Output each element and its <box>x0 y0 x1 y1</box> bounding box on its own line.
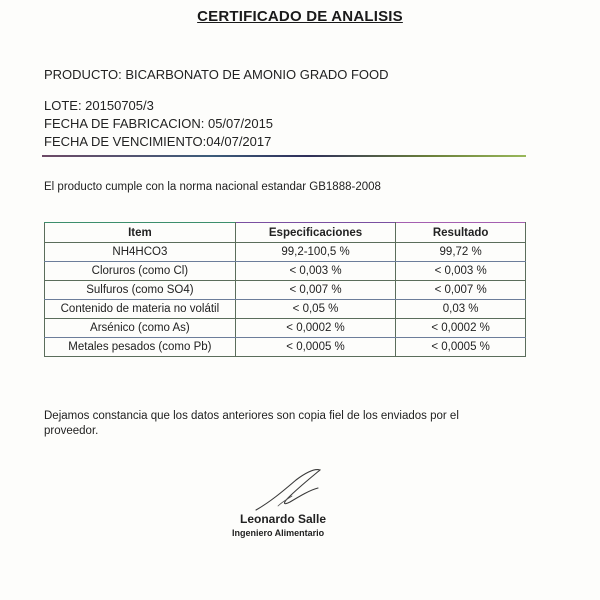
norm-statement: El producto cumple con la norma nacional estandar GB1888-2008 <box>44 181 381 193</box>
section-divider <box>42 155 526 157</box>
table-row <box>45 300 526 319</box>
table-header-row <box>45 223 526 243</box>
cell-spec: < 0,05 % <box>235 300 395 319</box>
header-item: Item <box>45 223 236 243</box>
cell-item: Metales pesados (como Pb) <box>45 338 236 357</box>
lot-line: LOTE: 20150705/3 <box>44 98 154 113</box>
cell-spec: < 0,007 % <box>235 281 395 300</box>
expiry-date-line: FECHA DE VENCIMIENTO:04/07/2017 <box>44 134 272 149</box>
attestation-note: Dejamos constancia que los datos anteriores son copia fiel de los enviados por el proveedor. <box>44 410 459 437</box>
cell-item: Arsénico (como As) <box>45 319 236 338</box>
cell-spec: < 0,003 % <box>235 262 395 281</box>
cell-result: 99,72 % <box>396 243 526 262</box>
cell-spec: < 0,0002 % <box>235 319 395 338</box>
cell-spec: 99,2-100,5 % <box>235 243 395 262</box>
cell-result: < 0,0005 % <box>396 338 526 357</box>
header-result: Resultado <box>396 223 526 243</box>
analysis-table <box>44 222 526 357</box>
signature-scribble-icon <box>248 466 338 514</box>
table-row <box>45 281 526 300</box>
signer-name: Leonardo Salle <box>240 512 327 526</box>
product-line: PRODUCTO: BICARBONATO DE AMONIO GRADO FOOD <box>44 67 389 82</box>
cell-spec: < 0,0005 % <box>235 338 395 357</box>
header-specifications: Especificaciones <box>235 223 395 243</box>
cell-item: Contenido de materia no volátil <box>45 300 236 319</box>
cell-item: Sulfuros (como SO4) <box>45 281 236 300</box>
cell-result: < 0,0002 % <box>396 319 526 338</box>
cell-item: Cloruros (como Cl) <box>45 262 236 281</box>
certificate-title: CERTIFICADO DE ANALISIS <box>197 8 403 25</box>
table-row <box>45 243 526 262</box>
cell-item: NH4HCO3 <box>45 243 236 262</box>
manufacture-date-line: FECHA DE FABRICACION: 05/07/2015 <box>44 116 274 131</box>
table-row <box>45 338 526 357</box>
cell-result: < 0,007 % <box>396 281 526 300</box>
cell-result: 0,03 % <box>396 300 526 319</box>
table-row <box>45 319 526 338</box>
table-row <box>45 262 526 281</box>
cell-result: < 0,003 % <box>396 262 526 281</box>
signer-role: Ingeniero Alimentario <box>232 528 325 538</box>
